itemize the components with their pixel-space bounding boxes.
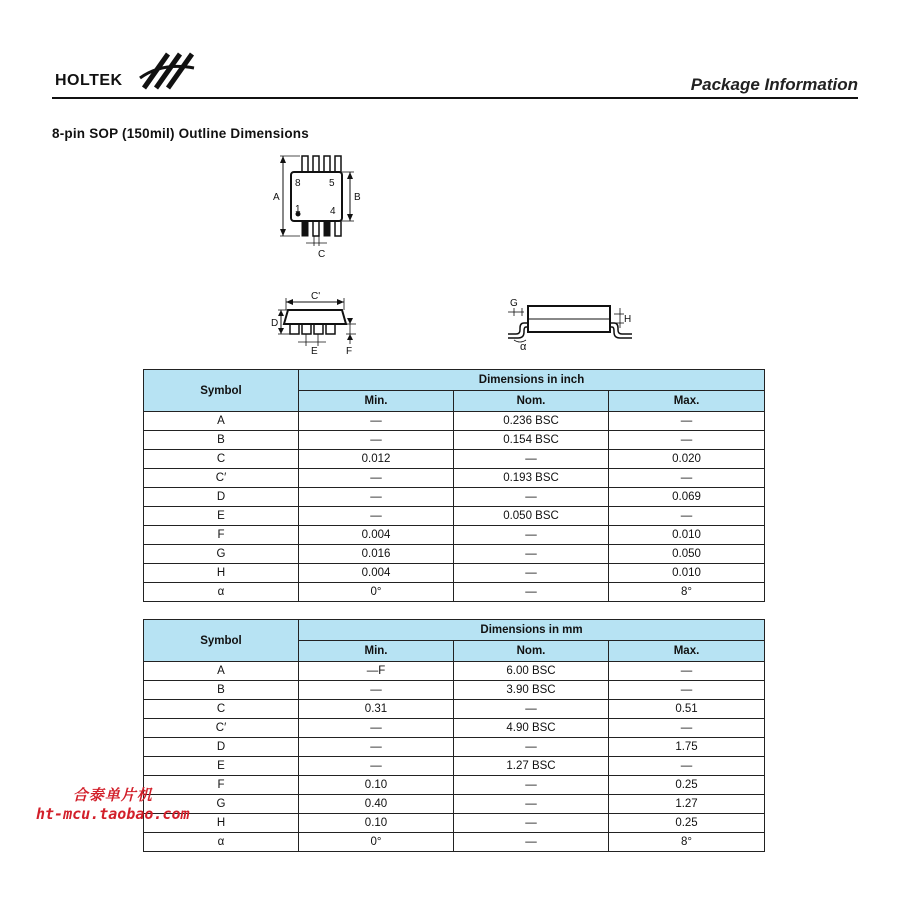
top-view-diagram xyxy=(270,152,380,262)
nom-header: Nom. xyxy=(454,391,609,412)
min-header: Min. xyxy=(299,391,454,412)
max-cell: 0.010 xyxy=(609,526,765,545)
dim-cprime-label: C' xyxy=(311,291,321,302)
nom-cell: — xyxy=(454,564,609,583)
nom-cell: — xyxy=(454,738,609,757)
max-cell: 0.020 xyxy=(609,450,765,469)
min-cell: 0.31 xyxy=(299,700,454,719)
nom-cell: — xyxy=(454,700,609,719)
min-cell: 0° xyxy=(299,833,454,852)
symbol-cell: D xyxy=(144,488,299,507)
symbol-header: Symbol xyxy=(144,370,299,412)
dim-e-label: E xyxy=(311,346,318,357)
max-cell: 0.25 xyxy=(609,776,765,795)
symbol-cell: E xyxy=(144,757,299,776)
min-cell: 0° xyxy=(299,583,454,602)
table-row xyxy=(144,833,765,852)
dimensions-mm-table xyxy=(143,619,765,852)
dim-c-label: C xyxy=(318,249,326,260)
table-row xyxy=(144,431,765,450)
symbol-cell: F xyxy=(144,776,299,795)
table-row xyxy=(144,450,765,469)
max-cell: — xyxy=(609,757,765,776)
symbol-cell: F xyxy=(144,526,299,545)
min-cell: — xyxy=(299,412,454,431)
symbol-cell: α xyxy=(144,583,299,602)
nom-cell: — xyxy=(454,833,609,852)
table-row xyxy=(144,488,765,507)
min-cell: — xyxy=(299,719,454,738)
nom-cell: 6.00 BSC xyxy=(454,662,609,681)
max-cell: — xyxy=(609,412,765,431)
min-cell: — xyxy=(299,469,454,488)
nom-cell: 0.236 BSC xyxy=(454,412,609,431)
min-cell: —F xyxy=(299,662,454,681)
dimensions-group-header: Dimensions in mm xyxy=(299,620,765,641)
min-cell: — xyxy=(299,738,454,757)
max-cell: 0.010 xyxy=(609,564,765,583)
min-cell: — xyxy=(299,681,454,700)
table-row xyxy=(144,681,765,700)
symbol-cell: A xyxy=(144,412,299,431)
min-cell: 0.10 xyxy=(299,814,454,833)
max-header: Max. xyxy=(609,391,765,412)
pin-5-label: 5 xyxy=(329,178,335,189)
symbol-cell: E xyxy=(144,507,299,526)
max-cell: — xyxy=(609,662,765,681)
max-cell: 8° xyxy=(609,833,765,852)
max-cell: 0.069 xyxy=(609,488,765,507)
symbol-cell: G xyxy=(144,545,299,564)
end-view-diagram xyxy=(500,290,640,352)
pin-4-label: 4 xyxy=(330,206,336,217)
dim-g-label: G xyxy=(510,298,518,309)
table-row xyxy=(144,564,765,583)
table-row xyxy=(144,776,765,795)
symbol-cell: C′ xyxy=(144,469,299,488)
table-row xyxy=(144,469,765,488)
min-cell: 0.40 xyxy=(299,795,454,814)
max-cell: 1.75 xyxy=(609,738,765,757)
symbol-cell: C′ xyxy=(144,719,299,738)
watermark-cn: 合泰单片机 xyxy=(72,786,153,804)
watermark xyxy=(36,784,190,823)
max-cell: 0.51 xyxy=(609,700,765,719)
max-cell: — xyxy=(609,681,765,700)
nom-cell: 3.90 BSC xyxy=(454,681,609,700)
symbol-cell: α xyxy=(144,833,299,852)
nom-cell: 0.154 BSC xyxy=(454,431,609,450)
table-row xyxy=(144,583,765,602)
min-cell: — xyxy=(299,431,454,450)
table-row xyxy=(144,814,765,833)
dim-alpha-label: α xyxy=(520,341,527,352)
symbol-header: Symbol xyxy=(144,620,299,662)
max-header: Max. xyxy=(609,641,765,662)
dimensions-group-header: Dimensions in inch xyxy=(299,370,765,391)
symbol-cell: B xyxy=(144,681,299,700)
dimensions-inch-table xyxy=(143,369,765,602)
max-cell: — xyxy=(609,431,765,450)
dim-d-label: D xyxy=(271,318,279,329)
symbol-cell: H xyxy=(144,564,299,583)
nom-cell: 0.193 BSC xyxy=(454,469,609,488)
min-cell: 0.012 xyxy=(299,450,454,469)
max-cell: 0.050 xyxy=(609,545,765,564)
symbol-cell: A xyxy=(144,662,299,681)
symbol-cell: D xyxy=(144,738,299,757)
table-row xyxy=(144,795,765,814)
min-cell: — xyxy=(299,507,454,526)
min-cell: 0.10 xyxy=(299,776,454,795)
max-cell: 8° xyxy=(609,583,765,602)
table-row xyxy=(144,757,765,776)
nom-cell: 4.90 BSC xyxy=(454,719,609,738)
nom-header: Nom. xyxy=(454,641,609,662)
nom-cell: 0.050 BSC xyxy=(454,507,609,526)
table-row xyxy=(144,545,765,564)
symbol-cell: B xyxy=(144,431,299,450)
nom-cell: — xyxy=(454,450,609,469)
watermark-url: ht-mcu.taobao.com xyxy=(36,805,190,823)
side-view-diagram xyxy=(270,288,370,358)
symbol-cell: H xyxy=(144,814,299,833)
logo-text: HOLTEK xyxy=(55,72,123,89)
min-cell: 0.004 xyxy=(299,564,454,583)
nom-cell: — xyxy=(454,526,609,545)
package-title: 8-pin SOP (150mil) Outline Dimensions xyxy=(52,126,309,141)
table-row xyxy=(144,719,765,738)
min-cell: — xyxy=(299,488,454,507)
header-divider xyxy=(52,97,858,99)
symbol-cell: G xyxy=(144,795,299,814)
table-row xyxy=(144,412,765,431)
symbol-cell: C xyxy=(144,700,299,719)
holtek-logo-icon xyxy=(138,48,196,96)
nom-cell: — xyxy=(454,583,609,602)
max-cell: 1.27 xyxy=(609,795,765,814)
max-cell: — xyxy=(609,469,765,488)
nom-cell: 1.27 BSC xyxy=(454,757,609,776)
pin-8-label: 8 xyxy=(295,178,301,189)
nom-cell: — xyxy=(454,814,609,833)
min-cell: 0.016 xyxy=(299,545,454,564)
nom-cell: — xyxy=(454,776,609,795)
pin-1-label: 1 xyxy=(295,204,301,215)
nom-cell: — xyxy=(454,795,609,814)
table-row xyxy=(144,507,765,526)
dim-h-label: H xyxy=(624,314,632,325)
min-cell: — xyxy=(299,757,454,776)
max-cell: — xyxy=(609,719,765,738)
max-cell: — xyxy=(609,507,765,526)
table-row xyxy=(144,700,765,719)
table-row xyxy=(144,662,765,681)
min-header: Min. xyxy=(299,641,454,662)
dim-b-label: B xyxy=(354,192,361,203)
min-cell: 0.004 xyxy=(299,526,454,545)
table-row xyxy=(144,526,765,545)
page-section-title: Package Information xyxy=(690,75,858,94)
dim-a-label: A xyxy=(273,192,280,203)
nom-cell: — xyxy=(454,545,609,564)
max-cell: 0.25 xyxy=(609,814,765,833)
symbol-cell: C xyxy=(144,450,299,469)
nom-cell: — xyxy=(454,488,609,507)
table-row xyxy=(144,738,765,757)
dim-f-label: F xyxy=(346,346,353,357)
